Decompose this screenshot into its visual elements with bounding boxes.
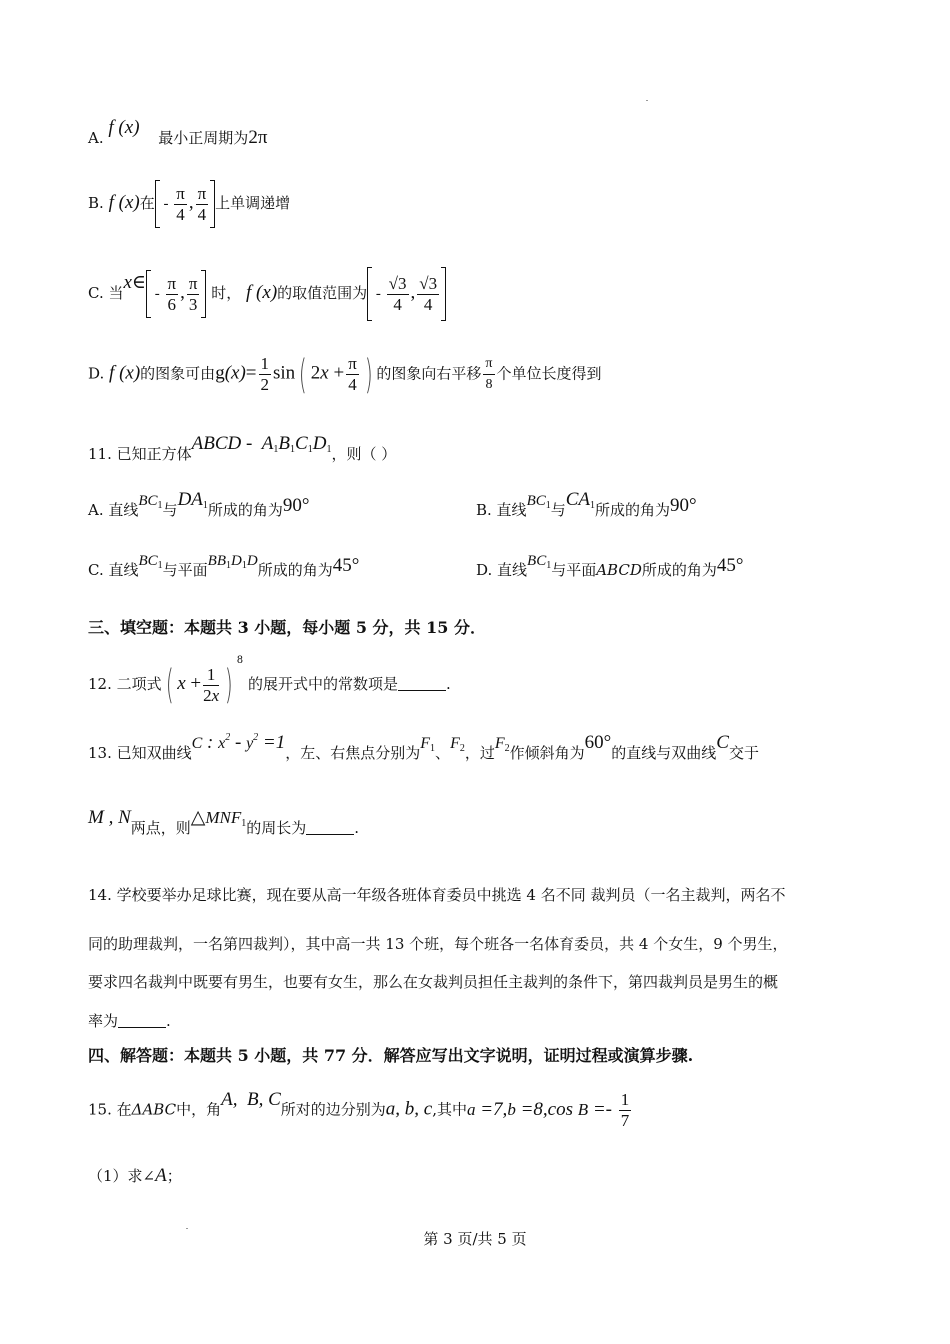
fraction: $\frac{\pi}{4}$ [348,354,357,394]
punct: . [354,819,360,837]
option-text: 个单位长度得到 [496,364,602,383]
right-paren: ) [364,351,373,398]
question-text: 11. 已知正方体 [88,445,192,463]
math-given: a =7,b =8,cos B =- [466,1098,617,1120]
period-value: 2π [248,127,268,148]
math-da1: $DA_1$ [177,489,208,511]
q11-option-b [476,489,697,521]
angle-value: 45° [332,555,360,576]
right-bracket [201,270,206,318]
math-bc1: $BC_1$ [138,493,163,511]
math-f2: $F_2$ [450,735,465,754]
answer-blank[interactable] [306,820,354,835]
question-text: 的直线与双曲线 [611,744,717,762]
fraction: $\frac{1}{7}$ [620,1090,630,1130]
angle-value: 90° [282,495,310,516]
q10-option-b: B. f (x)在 - $\frac{\pi}{4}$ , $\frac{\pi}{4}$ 上单调递增 [88,180,290,228]
q11-option-c [88,553,360,581]
option-text: 与 [162,501,178,519]
fraction: $\frac{\pi}{8}$ [485,356,493,392]
angle-value: 60° [584,732,612,753]
question-text: 作倾斜角为 [509,744,585,762]
question-text: 13. 已知双曲线 [88,744,192,762]
math-mn: M , N [88,807,131,828]
q14-line-3: 要求四名裁判中既要有男生，也要有女生，那么在女裁判员担任主裁判的条件下，第四裁判员是男生的概 [88,973,779,991]
fraction: $\frac{\pi}{4}$ [176,183,185,224]
option-label: C. 当 [88,284,124,302]
q12: 12. 二项式( x + $\frac{1}{2x}$ )$^8$ 的展开式中的常数项是 . [88,655,451,708]
punct: 、 [435,744,451,762]
question-text: 中，角 [176,1100,222,1119]
option-label: C. 直线 [88,561,139,579]
q11-stem [88,433,397,465]
option-text: 时， [211,284,242,302]
q15-part-1 [88,1166,182,1185]
question-text: 的展开式中的常数项是 [247,675,398,693]
option-label: A. [88,129,104,147]
math-hyperbola: C : $x^2 - y^2 =1$ [191,732,286,753]
right-paren: ) [225,662,233,708]
math-f2: $F_2$ [494,735,510,754]
fraction: $\frac{\pi}{6}$ [167,273,177,314]
option-text: 最小正周期为 [158,129,249,147]
q11-option-a [88,489,310,521]
math-angles: A, B, C [221,1088,281,1110]
math-fx: f (x) [108,192,140,213]
fraction: $\frac{1}{2x}$ [203,664,220,705]
option-text: 与平面 [162,561,208,579]
option-text: 在 [139,194,155,212]
q10-option-d: D. f (x)的图象可由g(x)= $\frac{1}{2}$ sin( 2x + $\frac{\pi}{4}$ ) 的图象向右平移 $\frac{\pi}{8}$ 个单位长度得到 [88,351,602,398]
question-text: 两点，则 [130,819,191,837]
math-bc1: $BC_1$ [526,493,551,511]
question-text: 交于 [728,744,759,762]
q15 [88,1090,633,1131]
answer-blank[interactable] [398,676,446,691]
question-text: ，则（ ） [331,445,397,463]
question-text: ,其中 [432,1100,467,1119]
option-label: B. 直线 [476,501,527,519]
math-ca1: $CA_1$ [565,489,596,511]
answer-blank[interactable] [118,1013,166,1028]
math-x-in: x∈ [123,272,146,293]
option-text: 的图象可由 [140,364,216,383]
option-text: 所成的角为 [595,501,671,519]
math-triangle-mnf1: $\triangle MNF_1$ [190,807,247,829]
scan-dot [646,100,648,101]
section-4-heading: 四、解答题：本题共 5 小题，共 77 分．解答应写出文字说明，证明过程或演算步骤. [88,1046,694,1065]
option-text: 所成的角为 [257,561,333,579]
right-bracket [441,267,446,321]
math-fx: f (x) [109,362,141,384]
question-text: ，左、右焦点分别为 [285,744,421,762]
fraction: $\frac{√3}{4}$ [388,273,407,314]
left-paren: ( [299,351,307,398]
math-c: C [716,732,729,753]
fraction: $\frac{\pi}{4}$ [197,183,207,224]
math-angle-a: A [155,1165,167,1186]
q13-line-1 [88,732,759,764]
exponent: 8 [236,655,244,666]
option-text: 所成的角为 [641,561,717,579]
question-text: 所对的边分别为 [280,1100,386,1119]
option-text: 上单调递增 [215,194,291,212]
q11-option-d [476,553,744,581]
option-text: 与 [550,501,566,519]
q10-option-c: C. 当x∈ - $\frac{\pi}{6}$ , $\frac{\pi}{3}$ 时， f (x)的取值范围为 - $\frac{√3}{4}$ , $\frac{√3}{4}$ [88,267,446,321]
option-text: 的取值范围为 [277,284,368,302]
math-fx: f (x) [108,117,140,138]
option-label: A. 直线 [88,501,139,519]
question-text: （1）求∠ [88,1167,156,1185]
q14-line-2: 同的助理裁判，一名第四裁判），其中高一共 13 个班，每个班各一名体育委员，共 4 个女生，9 个男生， [88,935,788,953]
q14-line-1: 14. 学校要举办足球比赛，现在要从高一年级各班体育委员中挑选 4 名不同 裁判员（一名主裁判，两名不 [88,886,786,904]
question-text: 12. 二项式 [88,675,162,693]
math-fx: f (x) [246,282,278,303]
question-text: ，过 [464,744,495,762]
option-text: 所成的角为 [207,501,283,519]
math-bc1: $BC_1$ [138,553,163,571]
section-3-heading: 三、填空题：本题共 3 小题，每小题 5 分，共 15 分． [88,618,486,637]
fraction: $\frac{1}{2}$ [260,354,269,394]
option-label: D. [88,364,105,383]
option-text: 与平面 [551,561,597,579]
fraction: $\frac{\pi}{3}$ [188,273,198,314]
punct: . [445,675,451,693]
question-text: 的周长为 [246,819,307,837]
math-plane-bb1d1d: $BB_1D_1D$ [207,553,258,571]
q10-option-a [88,117,268,148]
math-f1: $F_1$ [420,735,436,754]
angle-value: 45° [716,555,744,576]
question-text: 率为 [88,1012,119,1030]
punct: . [166,1012,171,1030]
option-text: 的图象向右平移 [376,364,482,383]
math-triangle-abc: ΔABC [131,1100,177,1119]
option-label: D. 直线 [476,561,528,579]
option-label: B. [88,194,104,212]
math-gx: g(x)= [215,362,257,384]
math-cube: ABCD - $A_1B_1C_1D_1$ [191,433,332,455]
math-sides: a, b, c [385,1098,433,1120]
fraction: $\frac{√3}{4}$ [419,273,438,314]
q14-line-4 [88,1013,171,1029]
punct: ； [166,1167,182,1185]
page-footer: 第 3 页/共 5 页 [423,1230,527,1248]
q13-line-2 [88,807,360,839]
question-text: 15. 在 [88,1100,132,1119]
math-plane-abcd: ABCD [596,561,642,579]
left-paren: ( [165,662,174,708]
angle-value: 90° [670,495,697,516]
math-bc1: $BC_1$ [527,553,552,571]
